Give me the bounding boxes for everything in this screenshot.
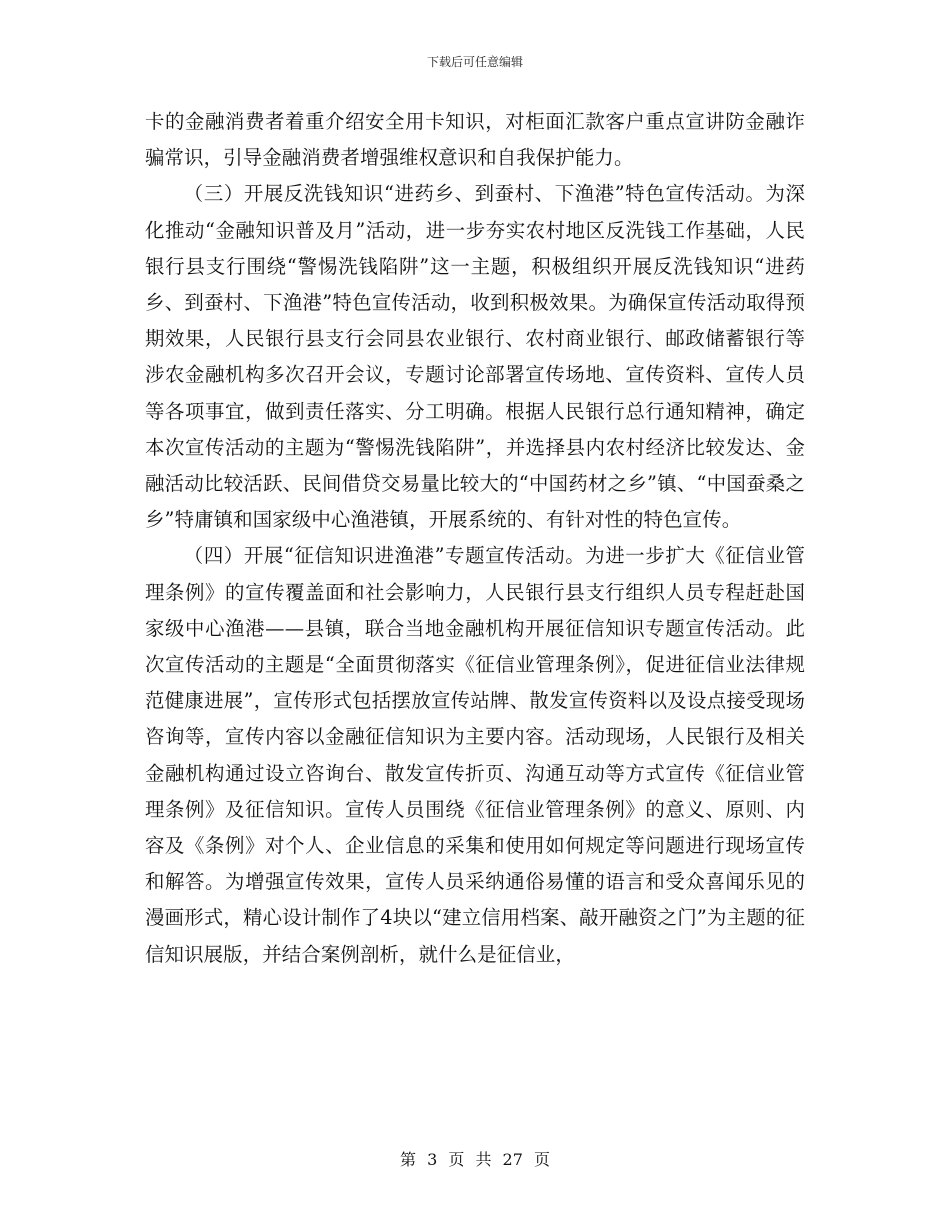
page-header: 下载后可任意编辑 [426,55,523,69]
paragraph-section-three: （三）开展反洗钱知识“进药乡、到蚕村、下渔港”特色宣传活动。为深化推动“金融知识普及月”活动，进一步夯实农村地区反洗钱工作基础，人民银行县支行围绕“警惕洗钱陷阱”这一主题，积极组织开展反洗钱知识“进药乡、到蚕村、下渔港”特色宣传活动，收到积极效果。为确保宣传活动取得预期效果，人民银行县支行会同县农业银行、农村商业银行、邮政储蓄银行等涉农金融机构多次召开会议，专题讨论部署宣传场地、宣传资料、宣传人员等各项事宜，做到责任落实、分工明确。根据人民银行总行通知精神，确定本次宣传活动的主题为“警惕洗钱陷阱”，并选择县内农村经济比较发达、金融活动比较活跃、民间借贷交易量比较大的“中国药材之乡”镇、“中国蚕桑之乡”特庸镇和国家级中心渔港镇，开展系统的、有针对性的特色宣传。 [145,182,805,532]
document-body [145,104,805,973]
paragraph-section-four: （四）开展“征信知识进渔港”专题宣传活动。为进一步扩大《征信业管理条例》的宣传覆盖面和社会影响力，人民银行县支行组织人员专程赶赴国家级中心渔港——县镇，联合当地金融机构开展征信知识专题宣传活动。此次宣传活动的主题是“全面贯彻落实《征信业管理条例》，促进征信业法律规范健康进展”，宣传形式包括摆放宣传站牌、散发宣传资料以及设点接受现场咨询等，宣传内容以金融征信知识为主要内容。活动现场，人民银行及相关金融机构通过设立咨询台、散发宣传折页、沟通互动等方式宣传《征信业管理条例》及征信知识。宣传人员围绕《征信业管理条例》的意义、原则、内容及《条例》对个人、企业信息的采集和使用如何规定等问题进行现场宣传和解答。为增强宣传效果，宣传人员采纳通俗易懂的语言和受众喜闻乐见的漫画形式，精心设计制作了4块以“建立信用档案、敲开融资之门”为主题的征信知识展版，并结合案例剖析，就什么是征信业， [145,544,805,966]
page-number-footer: 第 3 页 共 27 页 [400,1150,550,1169]
paragraph-continuation: 卡的金融消费者着重介绍安全用卡知识，对柜面汇款客户重点宣讲防金融诈骗常识，引导金融消费者增强维权意识和自我保护能力。 [145,110,805,170]
